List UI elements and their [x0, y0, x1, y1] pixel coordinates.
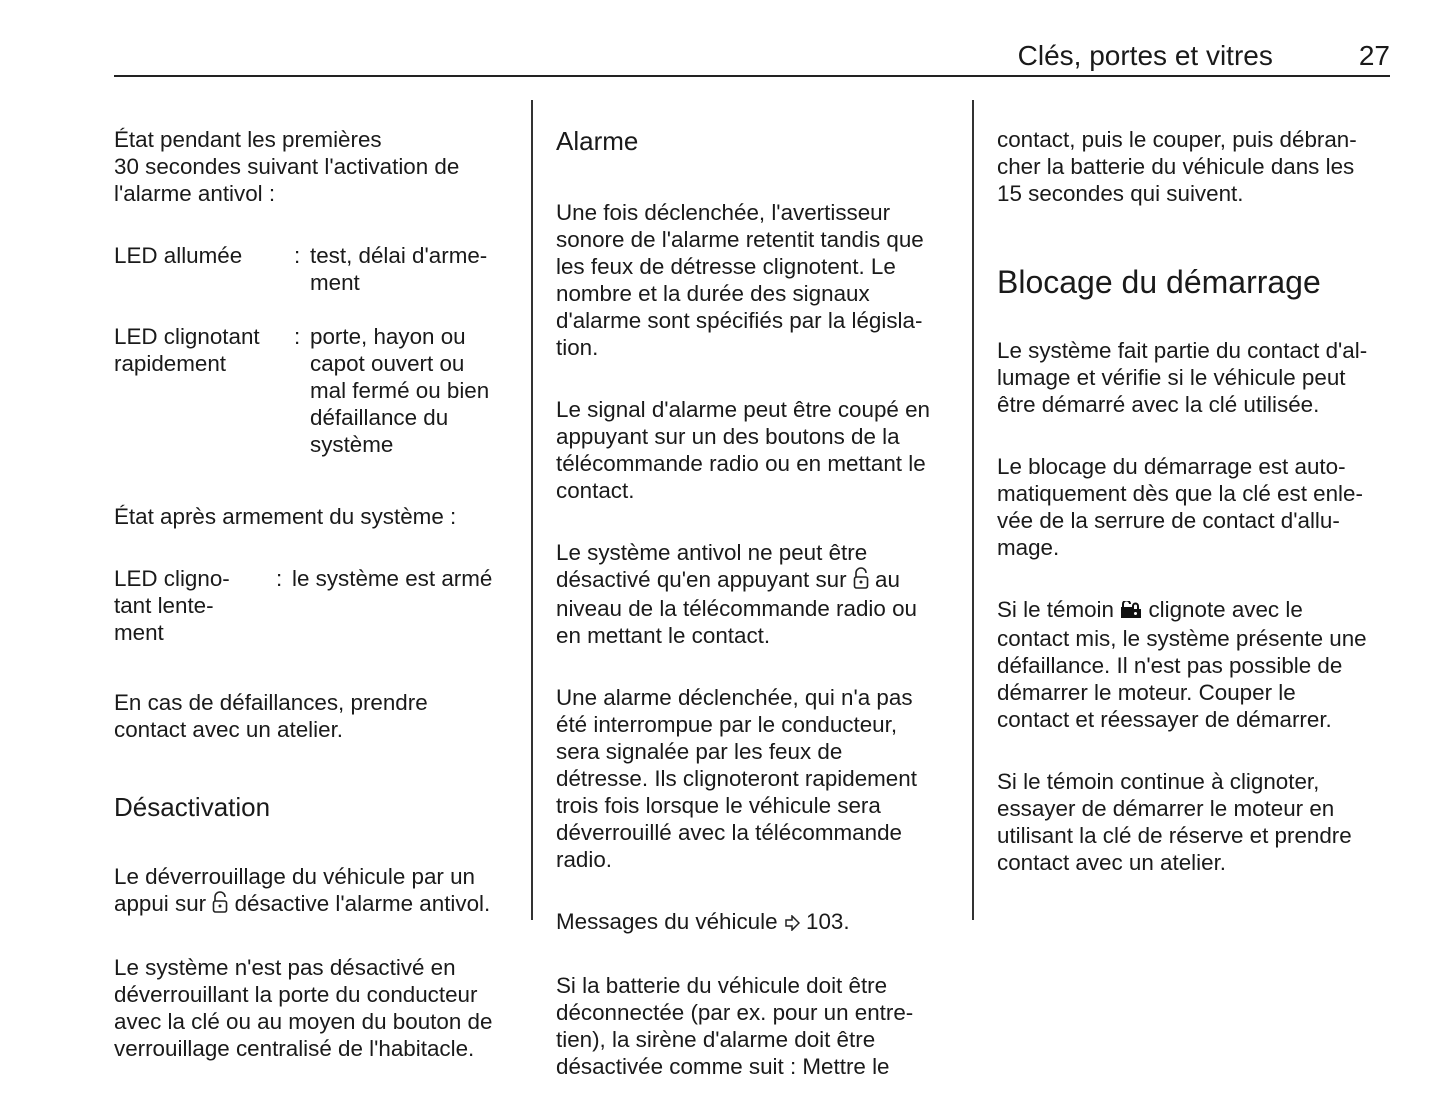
- text: désactive l'alarme antivol.: [228, 891, 491, 916]
- row-value: porte, hayon ou capot ouvert ou mal fermé ou bien défaillance du système: [310, 324, 490, 457]
- column-divider: [531, 100, 533, 920]
- paragraph: Le blocage du démarrage est auto- matiquement dès que la clé est enle- vée de la serrure de contact d'allu- mage.: [997, 454, 1363, 560]
- page-reference-arrow-icon: [784, 910, 800, 937]
- table-row: [114, 565, 514, 646]
- text: Messages du véhicule: [556, 909, 784, 934]
- page-reference[interactable]: 103.: [799, 909, 850, 934]
- unlock-icon: [853, 567, 869, 595]
- colon: :: [294, 243, 301, 268]
- paragraph: [556, 908, 956, 937]
- section-heading: Désactivation: [114, 792, 271, 822]
- immobiliser-warning-icon: [1120, 598, 1142, 625]
- paragraph: [556, 539, 956, 649]
- header-rule: [114, 75, 1390, 77]
- column-1: [114, 99, 514, 1097]
- paragraph: contact, puis le couper, puis débran- cher la batterie du véhicule dans les 15 secondes qui suivent.: [997, 127, 1357, 206]
- paragraph: En cas de défaillances, prendre contact avec un atelier.: [114, 690, 428, 742]
- table-row: [114, 323, 514, 458]
- page-header: [1018, 40, 1390, 72]
- row-value: le système est armé: [292, 566, 493, 591]
- paragraph: [997, 596, 1397, 733]
- text: Si le témoin: [997, 597, 1121, 622]
- colon: :: [276, 566, 283, 591]
- text: Le déverrouillage du véhicule par un appui sur: [114, 864, 475, 916]
- table-row: [114, 242, 514, 296]
- paragraph: État après armement du système :: [114, 504, 457, 529]
- paragraph: Le signal d'alarme peut être coupé en appuyant sur un des boutons de la télécommande radio ou en mettant le contact.: [556, 397, 930, 503]
- unlock-icon: [212, 891, 228, 919]
- paragraph: Une alarme déclenchée, qui n'a pas été interrompue par le conducteur, sera signalée par les feux de détresse. Ils clignoteront rapidement trois fois lorsque le véhicule sera déverrouillé avec la télécommande radio.: [556, 685, 917, 872]
- row-label: LED allumée: [114, 243, 243, 268]
- text: au niveau de la télécommande radio ou en mettant le contact.: [556, 567, 917, 648]
- column-2: [556, 99, 956, 1115]
- row-label: LED clignotant rapidement: [114, 324, 260, 376]
- column-3: [997, 99, 1397, 911]
- paragraph: Le système fait partie du contact d'al- lumage et vérifie si le véhicule peut être démarré avec la clé utilisée.: [997, 338, 1368, 417]
- paragraph: [114, 863, 514, 919]
- text: clignote avec le contact mis, le système présente une défaillance. Il n'est pas possible de démarrer le moteur. Couper le contact et réessayer de démarrer.: [997, 597, 1367, 732]
- section-heading: Alarme: [556, 126, 639, 156]
- section-heading: Blocage du démarrage: [997, 264, 1321, 300]
- paragraph: Une fois déclenchée, l'avertisseur sonore de l'alarme retentit tandis que les feux de détresse clignotent. Le nombre et la durée des signaux d'alarme sont spécifiés par la législa- tion.: [556, 200, 924, 360]
- page-number: 27: [1358, 40, 1390, 71]
- text: Le système antivol ne peut être désactivé qu'en appuyant sur: [556, 540, 868, 592]
- paragraph: Si le témoin continue à clignoter, essayer de démarrer le moteur en utilisant la clé de réserve et prendre contact avec un atelier.: [997, 769, 1352, 875]
- paragraph: Le système n'est pas désactivé en déverrouillant la porte du conducteur avec la clé ou au moyen du bouton de verrouillage centralisé de l'habitacle.: [114, 955, 493, 1061]
- colon: :: [294, 324, 301, 349]
- section-title: Clés, portes et vitres: [1017, 40, 1273, 71]
- row-label: LED cligno- tant lente- ment: [114, 566, 230, 645]
- paragraph: État pendant les premières 30 secondes suivant l'activation de l'alarme antivol :: [114, 127, 460, 206]
- row-value: test, délai d'arme- ment: [310, 243, 488, 295]
- column-divider: [972, 100, 974, 920]
- paragraph: Si la batterie du véhicule doit être déconnectée (par ex. pour un entre- tien), la sirène d'alarme doit être désactivée comme suit : Mettre le: [556, 973, 914, 1079]
